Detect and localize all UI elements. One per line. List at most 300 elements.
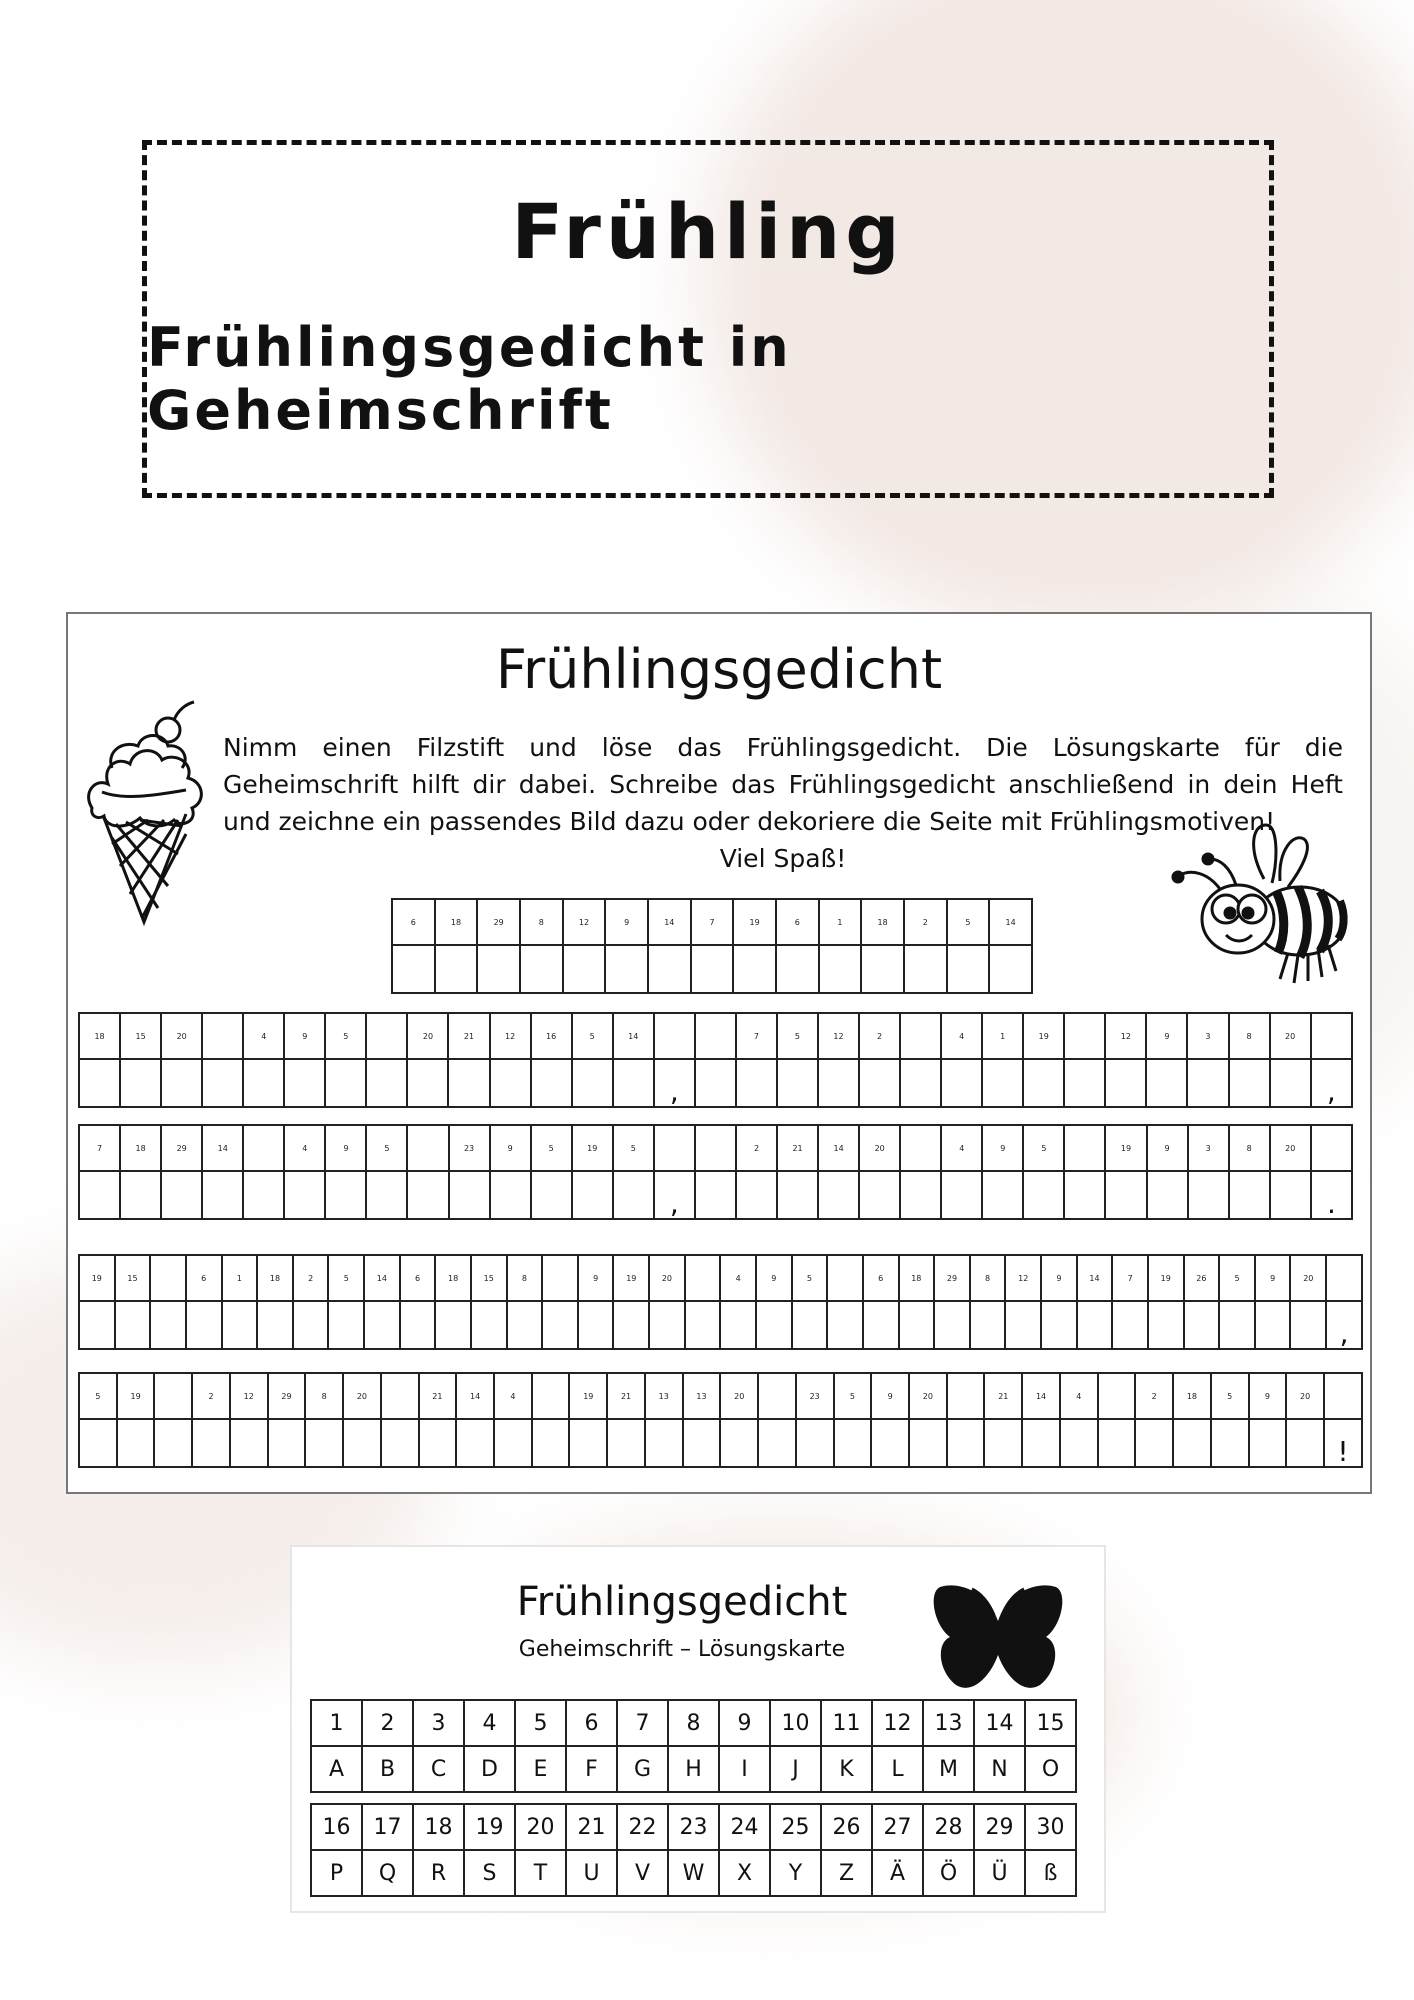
answer-cell[interactable]	[366, 1171, 407, 1219]
answer-cell[interactable]	[777, 1171, 818, 1219]
key-letter-cell: I	[719, 1746, 770, 1792]
answer-cell[interactable]	[1211, 1419, 1249, 1467]
answer-cell[interactable]	[941, 1171, 982, 1219]
cipher-number-cell: 19	[117, 1373, 155, 1419]
cipher-number-cell: 9	[1146, 1013, 1187, 1059]
punctuation-cell[interactable]: ,	[1311, 1059, 1352, 1107]
answer-cell[interactable]	[202, 1059, 243, 1107]
answer-cell[interactable]	[1184, 1301, 1220, 1349]
answer-cell[interactable]	[834, 1419, 872, 1467]
answer-cell[interactable]	[435, 1301, 471, 1349]
answer-cell[interactable]	[161, 1059, 202, 1107]
answer-cell[interactable]	[683, 1419, 721, 1467]
answer-cell[interactable]	[448, 1059, 489, 1107]
cipher-number-cell: 5	[1023, 1125, 1064, 1171]
key-letter-cell: Y	[770, 1850, 821, 1896]
answer-cell[interactable]	[1148, 1301, 1184, 1349]
answer-cell[interactable]	[934, 1301, 970, 1349]
answer-cell[interactable]	[1229, 1171, 1270, 1219]
cipher-number-cell: 5	[325, 1013, 366, 1059]
answer-cell[interactable]	[79, 1059, 120, 1107]
cipher-number-cell: 9	[605, 899, 648, 945]
answer-cell[interactable]	[1064, 1059, 1105, 1107]
answer-cell[interactable]	[792, 1301, 828, 1349]
cipher-number-cell	[407, 1125, 448, 1171]
answer-cell[interactable]	[863, 1301, 899, 1349]
cipher-number-cell: 5	[79, 1373, 117, 1419]
ice-cream-icon	[82, 696, 212, 926]
cipher-number-cell: 20	[859, 1125, 900, 1171]
answer-cell[interactable]	[79, 1301, 115, 1349]
key-letter-cell: M	[923, 1746, 974, 1792]
punctuation-cell[interactable]: ,	[654, 1171, 695, 1219]
answer-cell[interactable]	[407, 1059, 448, 1107]
cipher-number-cell: 15	[471, 1255, 507, 1301]
answer-cell[interactable]	[871, 1419, 909, 1467]
answer-cell[interactable]	[613, 1301, 649, 1349]
answer-cell[interactable]	[818, 1171, 859, 1219]
answer-cell[interactable]	[1249, 1419, 1287, 1467]
answer-cell[interactable]	[419, 1419, 457, 1467]
cipher-number-cell	[827, 1255, 863, 1301]
cipher-number-cell: 9	[1147, 1125, 1188, 1171]
key-number-cell: 19	[464, 1804, 515, 1850]
answer-cell[interactable]	[192, 1419, 230, 1467]
answer-cell[interactable]	[366, 1059, 407, 1107]
cipher-number-cell: 14	[456, 1373, 494, 1419]
answer-cell[interactable]	[202, 1171, 243, 1219]
key-letter-cell: Z	[821, 1850, 872, 1896]
cipher-number-cell: 2	[904, 899, 947, 945]
answer-cell[interactable]	[982, 1171, 1023, 1219]
answer-cell[interactable]	[818, 1059, 859, 1107]
cipher-number-cell	[1326, 1255, 1362, 1301]
answer-cell[interactable]	[325, 1171, 366, 1219]
answer-cell[interactable]	[613, 1059, 654, 1107]
answer-cell[interactable]	[120, 1171, 161, 1219]
answer-cell[interactable]	[947, 1419, 985, 1467]
cipher-number-cell: 6	[776, 899, 819, 945]
answer-cell[interactable]	[117, 1419, 155, 1467]
answer-cell[interactable]	[520, 945, 563, 993]
answer-cell[interactable]	[733, 945, 776, 993]
cipher-number-cell: 12	[230, 1373, 268, 1419]
key-number-cell: 6	[566, 1700, 617, 1746]
answer-cell[interactable]	[613, 1171, 654, 1219]
cipher-number-cell: 19	[1105, 1125, 1146, 1171]
answer-cell[interactable]	[758, 1419, 796, 1467]
cipher-number-cell: 4	[284, 1125, 325, 1171]
cipher-number-cell: 8	[520, 899, 563, 945]
answer-cell[interactable]	[947, 945, 990, 993]
answer-cell[interactable]	[941, 1059, 982, 1107]
cipher-number-cell: 23	[796, 1373, 834, 1419]
answer-cell[interactable]	[796, 1419, 834, 1467]
cipher-number-cell	[150, 1255, 186, 1301]
answer-cell[interactable]	[984, 1419, 1022, 1467]
key-letter-cell: K	[821, 1746, 872, 1792]
cipher-number-cell: 20	[407, 1013, 448, 1059]
answer-cell[interactable]	[777, 1059, 818, 1107]
cipher-number-cell: 21	[448, 1013, 489, 1059]
answer-cell[interactable]	[115, 1301, 151, 1349]
key-number-cell: 20	[515, 1804, 566, 1850]
answer-cell[interactable]	[695, 1059, 736, 1107]
cipher-number-cell: 1	[222, 1255, 258, 1301]
answer-cell[interactable]	[1188, 1171, 1229, 1219]
answer-cell[interactable]	[572, 1059, 613, 1107]
key-letter-cell: X	[719, 1850, 770, 1896]
answer-cell[interactable]	[477, 945, 520, 993]
answer-cell[interactable]	[507, 1301, 543, 1349]
key-letter-cell: U	[566, 1850, 617, 1896]
answer-cell[interactable]	[1064, 1171, 1105, 1219]
answer-cell[interactable]	[456, 1419, 494, 1467]
answer-cell[interactable]	[381, 1419, 419, 1467]
answer-cell[interactable]	[154, 1419, 192, 1467]
answer-cell[interactable]	[563, 945, 606, 993]
page-subtitle: Frühlingsgedicht in Geheimschrift	[147, 315, 792, 442]
answer-cell[interactable]	[243, 1059, 284, 1107]
cipher-number-cell: 19	[572, 1125, 613, 1171]
answer-cell[interactable]	[1023, 1171, 1064, 1219]
cipher-number-cell: 3	[1187, 1013, 1228, 1059]
cipher-number-cell: 19	[1023, 1013, 1064, 1059]
cipher-number-cell: 5	[572, 1013, 613, 1059]
answer-cell[interactable]	[222, 1301, 258, 1349]
cipher-number-cell	[1098, 1373, 1136, 1419]
cipher-number-cell: 15	[115, 1255, 151, 1301]
cipher-line-grid	[391, 898, 1033, 994]
cipher-line-grid	[78, 1372, 1363, 1468]
answer-cell[interactable]	[648, 945, 691, 993]
key-letter-cell: Ö	[923, 1850, 974, 1896]
key-number-cell: 12	[872, 1700, 923, 1746]
key-letter-cell: S	[464, 1850, 515, 1896]
cipher-number-cell: 9	[871, 1373, 909, 1419]
answer-cell[interactable]	[494, 1419, 532, 1467]
answer-cell[interactable]	[1255, 1301, 1291, 1349]
answer-cell[interactable]	[305, 1419, 343, 1467]
answer-cell[interactable]	[531, 1171, 572, 1219]
answer-cell[interactable]	[685, 1301, 721, 1349]
cipher-number-cell	[654, 1013, 695, 1059]
key-number-cell: 26	[821, 1804, 872, 1850]
answer-cell[interactable]	[325, 1059, 366, 1107]
cipher-number-cell	[758, 1373, 796, 1419]
answer-cell[interactable]	[328, 1301, 364, 1349]
key-number-cell: 10	[770, 1700, 821, 1746]
answer-cell[interactable]	[150, 1301, 186, 1349]
key-number-cell: 2	[362, 1700, 413, 1746]
cipher-number-cell: 8	[1229, 1125, 1270, 1171]
answer-cell[interactable]	[1041, 1301, 1077, 1349]
answer-cell[interactable]	[471, 1301, 507, 1349]
answer-cell[interactable]	[695, 1171, 736, 1219]
cipher-number-cell	[654, 1125, 695, 1171]
cipher-number-cell: 2	[192, 1373, 230, 1419]
cipher-number-cell: 9	[1249, 1373, 1287, 1419]
answer-cell[interactable]	[1023, 1059, 1064, 1107]
cipher-number-cell: 20	[1270, 1013, 1311, 1059]
answer-cell[interactable]	[161, 1171, 202, 1219]
cipher-number-cell: 19	[79, 1255, 115, 1301]
answer-cell[interactable]	[578, 1301, 614, 1349]
answer-cell[interactable]	[343, 1419, 381, 1467]
answer-cell[interactable]	[1112, 1301, 1148, 1349]
cipher-number-cell: 14	[648, 899, 691, 945]
key-number-cell: 8	[668, 1700, 719, 1746]
cipher-number-cell	[532, 1373, 570, 1419]
key-letter-cell: Q	[362, 1850, 413, 1896]
cipher-number-cell: 14	[1022, 1373, 1060, 1419]
answer-cell[interactable]	[900, 1171, 941, 1219]
cipher-line-grid	[78, 1124, 1353, 1220]
answer-cell[interactable]	[532, 1419, 570, 1467]
answer-cell[interactable]	[861, 945, 904, 993]
answer-cell[interactable]	[79, 1171, 120, 1219]
cipher-number-cell: 23	[449, 1125, 490, 1171]
page-title: Frühling	[511, 186, 905, 276]
worksheet-instructions	[223, 729, 1343, 877]
answer-cell[interactable]	[1219, 1301, 1255, 1349]
answer-cell[interactable]	[859, 1059, 900, 1107]
answer-cell[interactable]	[736, 1171, 777, 1219]
answer-cell[interactable]	[1173, 1419, 1211, 1467]
cipher-number-cell: 7	[79, 1125, 120, 1171]
answer-cell[interactable]	[776, 945, 819, 993]
answer-cell[interactable]	[79, 1419, 117, 1467]
answer-cell[interactable]	[186, 1301, 222, 1349]
answer-cell[interactable]	[1146, 1059, 1187, 1107]
key-letter-cell: Ü	[974, 1850, 1025, 1896]
cipher-number-cell: 20	[649, 1255, 685, 1301]
answer-cell[interactable]	[293, 1301, 329, 1349]
key-letter-cell: D	[464, 1746, 515, 1792]
cipher-number-cell: 18	[435, 1255, 471, 1301]
cipher-number-cell: 26	[1184, 1255, 1220, 1301]
title-box	[142, 140, 1274, 498]
cipher-number-cell: 18	[435, 899, 478, 945]
answer-cell[interactable]	[569, 1419, 607, 1467]
cipher-number-cell: 5	[613, 1125, 654, 1171]
answer-cell[interactable]	[982, 1059, 1023, 1107]
answer-cell[interactable]	[691, 945, 734, 993]
answer-cell[interactable]	[1286, 1419, 1324, 1467]
answer-cell[interactable]	[1270, 1059, 1311, 1107]
cipher-number-cell: 14	[364, 1255, 400, 1301]
cipher-number-cell: 12	[1105, 1013, 1146, 1059]
cipher-line-grid	[78, 1254, 1363, 1350]
answer-cell[interactable]	[970, 1301, 1006, 1349]
cipher-number-cell	[1311, 1125, 1352, 1171]
key-letter-cell: C	[413, 1746, 464, 1792]
cipher-number-cell: 9	[325, 1125, 366, 1171]
cipher-number-cell: 7	[736, 1013, 777, 1059]
key-number-cell: 29	[974, 1804, 1025, 1850]
cipher-number-cell: 5	[366, 1125, 407, 1171]
cipher-number-cell	[243, 1125, 284, 1171]
closing-text: Viel Spaß!	[719, 844, 847, 873]
cipher-number-cell: 14	[818, 1125, 859, 1171]
answer-cell[interactable]	[1098, 1419, 1136, 1467]
answer-cell[interactable]	[720, 1419, 758, 1467]
key-letter-cell: E	[515, 1746, 566, 1792]
answer-cell[interactable]	[756, 1301, 792, 1349]
answer-cell[interactable]	[284, 1171, 325, 1219]
answer-cell[interactable]	[490, 1171, 531, 1219]
answer-cell[interactable]	[1105, 1171, 1146, 1219]
answer-cell[interactable]	[989, 945, 1032, 993]
punctuation-cell[interactable]: .	[1311, 1171, 1352, 1219]
instructions-text: Nimm einen Filzstift und löse das Frühlingsgedicht. Die Lösungskarte für die Geheimschrift hilft dir dabei. Schreibe das Frühlingsgedicht anschließend in dein Heft und zeichne ein passendes Bild dazu oder dekoriere die Seite mit Frühlingsmotiven!	[223, 733, 1343, 836]
cipher-number-cell: 5	[328, 1255, 364, 1301]
answer-cell[interactable]	[1135, 1419, 1173, 1467]
answer-cell[interactable]	[400, 1301, 436, 1349]
key-number-cell: 5	[515, 1700, 566, 1746]
cipher-number-cell: 20	[343, 1373, 381, 1419]
cipher-number-cell: 20	[1270, 1125, 1311, 1171]
cipher-number-cell: 9	[982, 1125, 1023, 1171]
cipher-number-cell	[1064, 1013, 1105, 1059]
cipher-number-cell	[900, 1125, 941, 1171]
answer-cell[interactable]	[1060, 1419, 1098, 1467]
answer-cell[interactable]	[1290, 1301, 1326, 1349]
answer-cell[interactable]	[490, 1059, 531, 1107]
key-letter-cell: V	[617, 1850, 668, 1896]
answer-cell[interactable]	[909, 1419, 947, 1467]
cipher-number-cell: 4	[720, 1255, 756, 1301]
cipher-number-cell: 9	[490, 1125, 531, 1171]
answer-cell[interactable]	[120, 1059, 161, 1107]
answer-cell[interactable]	[257, 1301, 293, 1349]
answer-cell[interactable]	[230, 1419, 268, 1467]
answer-cell[interactable]	[607, 1419, 645, 1467]
cipher-number-cell: 20	[161, 1013, 202, 1059]
key-number-cell: 14	[974, 1700, 1025, 1746]
answer-cell[interactable]	[392, 945, 435, 993]
answer-cell[interactable]	[268, 1419, 306, 1467]
key-letter-cell: J	[770, 1746, 821, 1792]
cipher-number-cell: 18	[257, 1255, 293, 1301]
key-letter-cell: W	[668, 1850, 719, 1896]
answer-cell[interactable]	[435, 945, 478, 993]
cipher-number-cell: 14	[613, 1013, 654, 1059]
key-number-cell: 9	[719, 1700, 770, 1746]
answer-cell[interactable]	[407, 1171, 448, 1219]
cipher-number-cell: 21	[419, 1373, 457, 1419]
cipher-number-cell: 8	[305, 1373, 343, 1419]
cipher-number-cell: 18	[79, 1013, 120, 1059]
key-number-cell: 24	[719, 1804, 770, 1850]
cipher-number-cell: 4	[1060, 1373, 1098, 1419]
answer-cell[interactable]	[1187, 1059, 1228, 1107]
key-card-title: Frühlingsgedicht	[516, 1579, 848, 1625]
key-letter-cell: Ä	[872, 1850, 923, 1896]
answer-cell[interactable]	[720, 1301, 756, 1349]
answer-cell[interactable]	[284, 1059, 325, 1107]
key-number-cell: 27	[872, 1804, 923, 1850]
answer-cell[interactable]	[900, 1059, 941, 1107]
answer-cell[interactable]	[531, 1059, 572, 1107]
answer-cell[interactable]	[645, 1419, 683, 1467]
answer-cell[interactable]	[899, 1301, 935, 1349]
cipher-number-cell	[1311, 1013, 1352, 1059]
cipher-number-cell: 29	[477, 899, 520, 945]
answer-cell[interactable]	[605, 945, 648, 993]
cipher-number-cell: 12	[490, 1013, 531, 1059]
answer-cell[interactable]	[1077, 1301, 1113, 1349]
cipher-number-cell: 8	[507, 1255, 543, 1301]
answer-cell[interactable]	[1005, 1301, 1041, 1349]
answer-cell[interactable]	[1022, 1419, 1060, 1467]
answer-cell[interactable]	[1229, 1059, 1270, 1107]
cipher-number-cell: 18	[1173, 1373, 1211, 1419]
key-letter-cell: ß	[1025, 1850, 1076, 1896]
key-number-cell: 18	[413, 1804, 464, 1850]
cipher-number-cell: 1	[819, 899, 862, 945]
answer-cell[interactable]	[572, 1171, 613, 1219]
butterfly-icon	[928, 1581, 1068, 1693]
cipher-number-cell	[900, 1013, 941, 1059]
answer-cell[interactable]	[827, 1301, 863, 1349]
answer-cell[interactable]	[364, 1301, 400, 1349]
answer-cell[interactable]	[649, 1301, 685, 1349]
key-letter-cell: O	[1025, 1746, 1076, 1792]
key-number-cell: 3	[413, 1700, 464, 1746]
cipher-number-cell	[542, 1255, 578, 1301]
cipher-number-cell: 29	[934, 1255, 970, 1301]
key-letter-cell: R	[413, 1850, 464, 1896]
key-table-row1	[310, 1699, 1077, 1793]
cipher-number-cell: 3	[1188, 1125, 1229, 1171]
answer-cell[interactable]	[542, 1301, 578, 1349]
punctuation-cell[interactable]: !	[1324, 1419, 1362, 1467]
cipher-number-cell: 5	[1219, 1255, 1255, 1301]
answer-cell[interactable]	[859, 1171, 900, 1219]
cipher-number-cell: 19	[569, 1373, 607, 1419]
answer-cell[interactable]	[449, 1171, 490, 1219]
cipher-number-cell: 5	[531, 1125, 572, 1171]
key-number-cell: 4	[464, 1700, 515, 1746]
cipher-number-cell: 5	[947, 899, 990, 945]
cipher-number-cell: 20	[1290, 1255, 1326, 1301]
cipher-number-cell: 18	[120, 1125, 161, 1171]
answer-cell[interactable]	[243, 1171, 284, 1219]
answer-cell[interactable]	[819, 945, 862, 993]
cipher-number-cell: 29	[161, 1125, 202, 1171]
cipher-number-cell	[1324, 1373, 1362, 1419]
answer-cell[interactable]	[1147, 1171, 1188, 1219]
cipher-number-cell: 1	[982, 1013, 1023, 1059]
answer-cell[interactable]	[736, 1059, 777, 1107]
answer-cell[interactable]	[1105, 1059, 1146, 1107]
cipher-number-cell	[366, 1013, 407, 1059]
cipher-number-cell: 13	[683, 1373, 721, 1419]
cipher-number-cell: 18	[899, 1255, 935, 1301]
answer-cell[interactable]	[904, 945, 947, 993]
cipher-number-cell: 7	[1112, 1255, 1148, 1301]
answer-cell[interactable]	[1270, 1171, 1311, 1219]
key-table-row2	[310, 1803, 1077, 1897]
key-letter-cell: B	[362, 1746, 413, 1792]
punctuation-cell[interactable]: ,	[1326, 1301, 1362, 1349]
key-letter-cell: T	[515, 1850, 566, 1896]
cipher-number-cell: 14	[989, 899, 1032, 945]
punctuation-cell[interactable]: ,	[654, 1059, 695, 1107]
cipher-number-cell: 2	[293, 1255, 329, 1301]
cipher-number-cell: 20	[720, 1373, 758, 1419]
